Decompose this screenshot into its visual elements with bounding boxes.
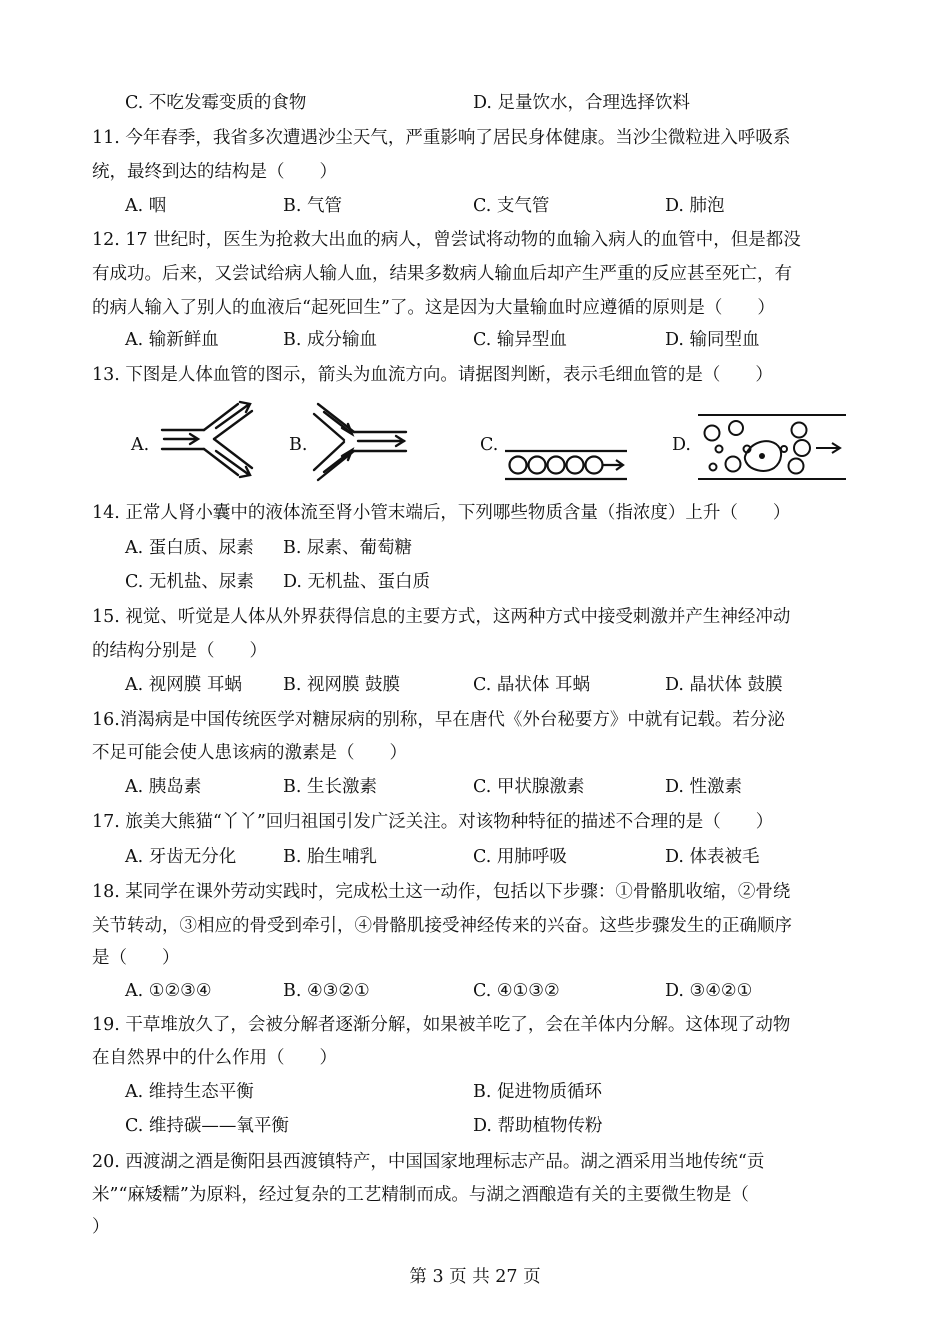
q18-option-a: A. ①②③④ [125, 981, 212, 1001]
page-number-footer: 第 3 页 共 27 页 [409, 1267, 541, 1287]
q14-option-d: D. 无机盐、蛋白质 [283, 572, 431, 592]
q13-figure-a-artery-diagram [158, 398, 260, 480]
q14-option-b: B. 尿素、葡萄糖 [283, 538, 412, 558]
q17-option-b: B. 胎生哺乳 [283, 847, 377, 867]
q19-text-line1: 19. 干草堆放久了，会被分解者逐渐分解，如果被羊吃了，会在羊体内分解。这体现了动物 [92, 1015, 791, 1035]
q10-option-d: D. 足量饮水，合理选择饮料 [473, 93, 691, 113]
q11-option-a: A. 咽 [125, 196, 167, 216]
q19-text-line2: 在自然界中的什么作用（ ） [92, 1048, 337, 1068]
q16-text-line2: 不足可能会使人患该病的激素是（ ） [92, 743, 407, 763]
q12-option-a: A. 输新鲜血 [125, 330, 219, 350]
q19-option-d: D. 帮助植物传粉 [473, 1116, 603, 1136]
q15-option-a: A. 视网膜 耳蜗 [125, 675, 242, 695]
q10-option-c: C. 不吃发霉变质的食物 [125, 93, 307, 113]
q15-text-line2: 的结构分别是（ ） [92, 641, 267, 661]
q19-option-b: B. 促进物质循环 [473, 1082, 602, 1102]
q16-option-c: C. 甲状腺激素 [473, 777, 585, 797]
q12-text-line1: 12. 17 世纪时，医生为抢救大出血的病人，曾尝试将动物的血输入病人的血管中，但是都没 [92, 230, 801, 250]
q17-text-line1: 17. 旅美大熊猫“丫丫”回归祖国引发广泛关注。对该物种特征的描述不合理的是（ ） [92, 812, 774, 832]
q12-text-line3: 的病人输入了别人的血液后“起死回生”了。这是因为大量输血时应遵循的原则是（ ） [92, 298, 775, 318]
q14-option-a: A. 蛋白质、尿素 [125, 538, 254, 558]
q11-option-d: D. 肺泡 [665, 196, 725, 216]
q12-option-d: D. 输同型血 [665, 330, 760, 350]
q13-figure-c-capillary-diagram [503, 448, 629, 482]
q17-option-c: C. 用肺呼吸 [473, 847, 567, 867]
q13-figure-a-label: A. [131, 435, 150, 455]
q17-option-d: D. 体表被毛 [665, 847, 760, 867]
q11-text-line1: 11. 今年春季，我省多次遭遇沙尘天气，严重影响了居民身体健康。当沙尘微粒进入呼吸系 [92, 128, 791, 148]
q20-text-line1: 20. 西渡湖之酒是衡阳县西渡镇特产，中国国家地理标志产品。湖之酒采用当地传统“贡 [92, 1152, 765, 1172]
q20-text-line2: 米”“麻矮糯”为原料，经过复杂的工艺精制而成。与湖之酒酿造有关的主要微生物是（ [92, 1185, 749, 1205]
q13-figure-d-label: D. [672, 435, 691, 455]
q19-option-a: A. 维持生态平衡 [125, 1082, 254, 1102]
q18-option-b: B. ④③②① [283, 981, 370, 1001]
q13-figure-c-label: C. [480, 435, 499, 455]
q19-option-c: C. 维持碳——氧平衡 [125, 1116, 289, 1136]
q11-text-line2: 统，最终到达的结构是（ ） [92, 162, 337, 182]
q15-option-d: D. 晶状体 鼓膜 [665, 675, 783, 695]
q16-option-d: D. 性激素 [665, 777, 743, 797]
q18-text-line2: 关节转动，③相应的骨受到牵引，④骨骼肌接受神经传来的兴奋。这些步骤发生的正确顺序 [92, 916, 792, 936]
q13-figure-d-blood-cells-diagram [696, 412, 848, 482]
q15-option-b: B. 视网膜 鼓膜 [283, 675, 401, 695]
q15-option-c: C. 晶状体 耳蜗 [473, 675, 590, 695]
q15-text-line1: 15. 视觉、听觉是人体从外界获得信息的主要方式，这两种方式中接受刺激并产生神经冲动 [92, 607, 791, 627]
q13-figure-b-vein-diagram [310, 400, 410, 484]
q12-option-c: C. 输异型血 [473, 330, 567, 350]
q13-figure-b-label: B. [289, 435, 308, 455]
q20-text-line3: ） [92, 1217, 110, 1237]
q18-option-d: D. ③④②① [665, 981, 753, 1001]
q12-option-b: B. 成分输血 [283, 330, 377, 350]
q14-text-line1: 14. 正常人肾小囊中的液体流至肾小管末端后，下列哪些物质含量（指浓度）上升（ ） [92, 503, 791, 523]
q12-text-line2: 有成功。后来，又尝试给病人输人血，结果多数病人输血后却产生严重的反应甚至死亡，有 [92, 264, 792, 284]
q16-option-b: B. 生长激素 [283, 777, 377, 797]
q18-option-c: C. ④①③② [473, 981, 560, 1001]
q18-text-line1: 18. 某同学在课外劳动实践时，完成松土这一动作，包括以下步骤：①骨骼肌收缩，②骨绕 [92, 882, 791, 902]
q11-option-c: C. 支气管 [473, 196, 550, 216]
q13-text-line1: 13. 下图是人体血管的图示，箭头为血流方向。请据图判断，表示毛细血管的是（ ） [92, 365, 773, 385]
q14-option-c: C. 无机盐、尿素 [125, 572, 254, 592]
q17-option-a: A. 牙齿无分化 [125, 847, 237, 867]
q18-text-line3: 是（ ） [92, 948, 180, 968]
q16-option-a: A. 胰岛素 [125, 777, 202, 797]
q11-option-b: B. 气管 [283, 196, 342, 216]
q16-text-line1: 16.消渴病是中国传统医学对糖尿病的别称，早在唐代《外台秘要方》中就有记载。若分泌 [92, 710, 785, 730]
